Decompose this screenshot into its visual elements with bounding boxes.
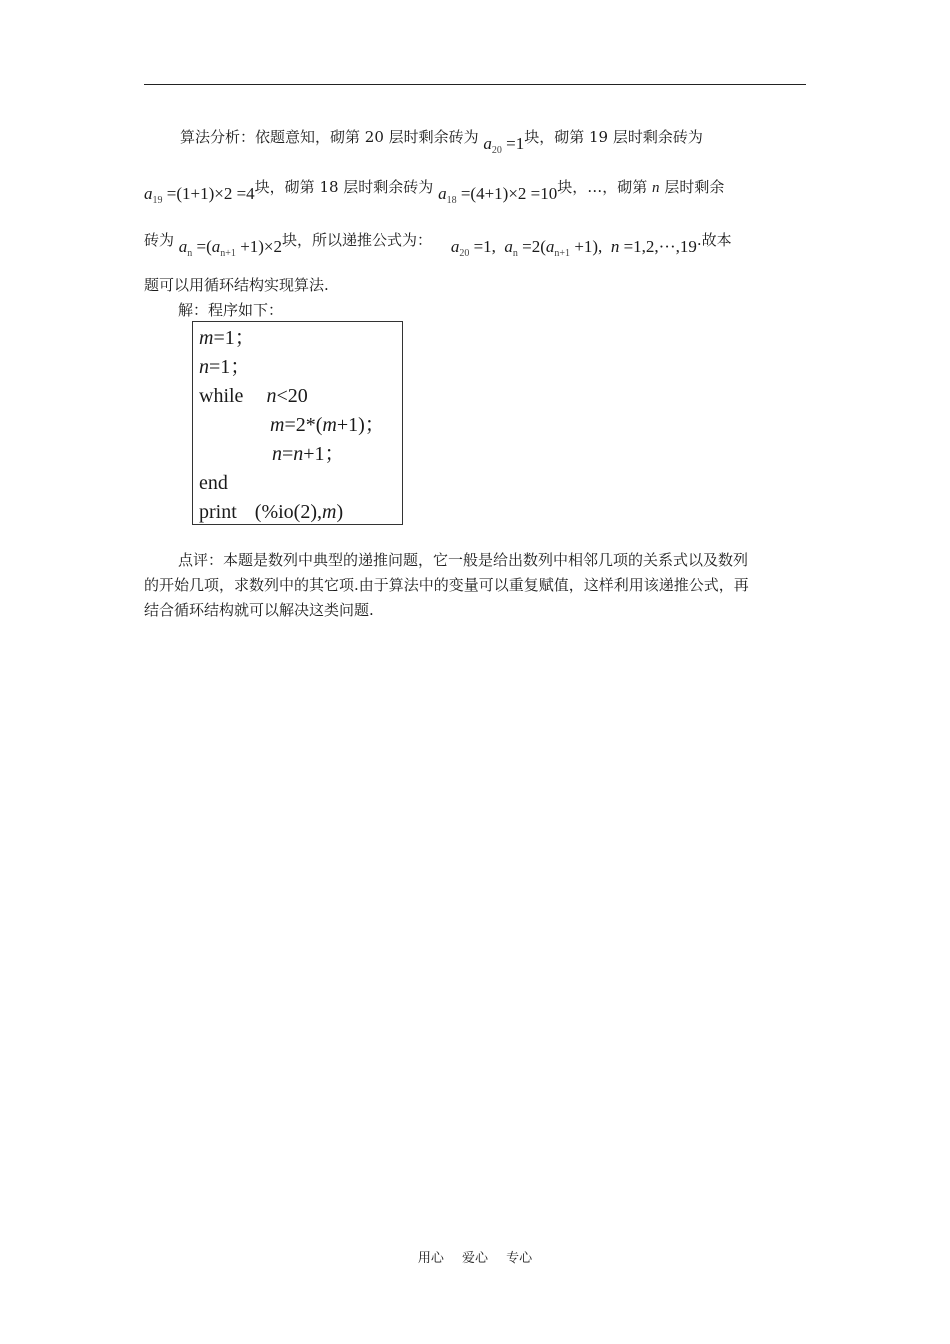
analysis-text: 块，砌第 19 层时剩余砖为 [524,128,703,146]
analysis-text: 块，…，砌第 [557,178,648,196]
analysis-text: 砖为 [144,231,175,249]
analysis-text: 块，所以递推公式为： [282,231,433,249]
header-rule [144,84,806,85]
code-line-2: n=1； [199,356,251,378]
page-footer: 用心 爱心 专心 [417,1251,533,1266]
code-line-4: m=2*(m+1)； [270,414,385,436]
analysis-text: 算法分析：依题意知，砌第 20 层时剩余砖为 [180,128,479,146]
comment-line-2: 的开始几项，求数列中的其它项.由于算法中的变量可以重复赋值，这样利用该递推公式，再 [144,576,749,594]
analysis-line-1 [144,126,806,155]
code-line-3: while n<20 [199,385,308,407]
formula-an: $a_n =(a_{n+1} +1)\times 2$ [178,237,283,259]
recurrence-formula: $a_{20} =1$, $a_n =2(a_{n+1} +1)$, n =1,2,···,19 [450,237,697,259]
code-line-1: m=1； [199,327,255,349]
code-line-5: n=n+1； [272,443,345,465]
solution-label: 解：程序如下： [178,301,284,319]
analysis-line-2 [144,176,806,205]
formula-a20: $a_{20} =1$ [483,134,525,156]
comment-line-1: 点评：本题是数列中典型的递推问题，它一般是给出数列中相邻几项的关系式以及数列 [178,551,749,569]
analysis-text: 层时剩余 [664,178,725,196]
formula-a19: $a_{19} =(1+1)\times 2 =4$ [144,184,255,206]
analysis-line-4: 题可以用循环结构实现算法. [144,276,329,294]
formula-a18: $a_{18} =(4+1)\times 2 =10$ [438,184,558,206]
code-line-6: end [199,472,228,494]
analysis-line-3 [144,229,806,258]
comment-line-3: 结合循环结构就可以解决这类问题. [144,601,374,619]
analysis-text: .故本 [696,231,732,249]
variable-n: n [652,180,660,196]
analysis-text: 块，砌第 18 层时剩余砖为 [254,178,434,196]
code-line-7: print (%io(2),m) [199,501,344,523]
